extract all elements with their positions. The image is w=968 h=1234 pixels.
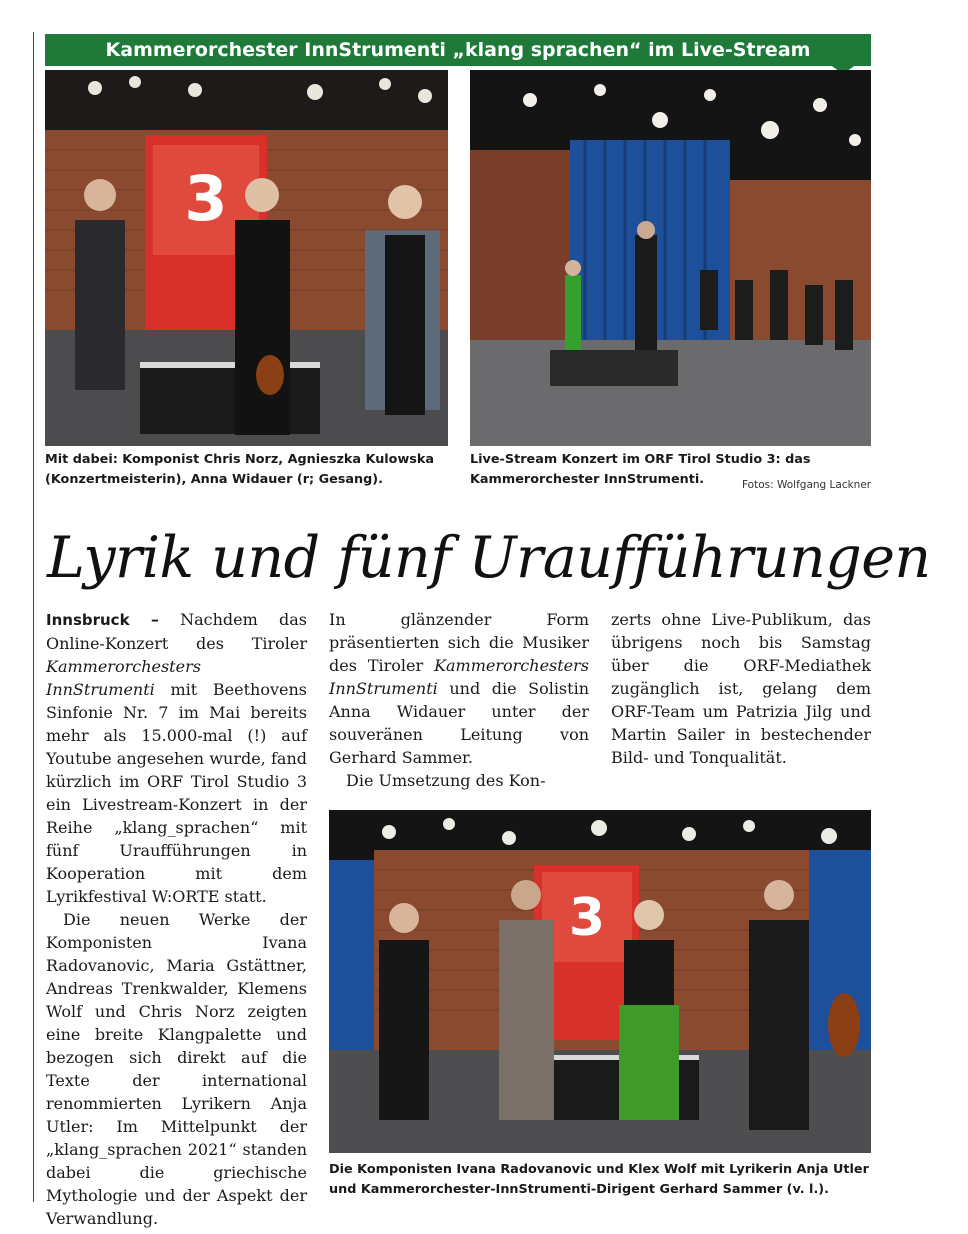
article-headline: Lyrik und fünf Uraufführungen [47, 525, 931, 591]
article-column-1 [46, 608, 307, 1230]
photo-caption-soloists: Mit dabei: Komponist Chris Norz, Agnieszka Kulowska (Konzertmeisterin), Anna Widauer (r; Gesang). [45, 452, 435, 487]
body-text: und die Solistin Anna Widauer unter der souveränen Leitung von Gerhard Sammer. [329, 679, 589, 767]
photo-credit: Fotos: Wolfgang Lackner [742, 479, 872, 491]
article-column-3 [611, 608, 871, 769]
section-banner: Kammerorchester InnStrumenti „klang sprachen“ im Live-Stream [45, 34, 871, 66]
article-column-2 [329, 608, 589, 792]
orchestra-name: Kammerorchesters InnStrumenti [329, 656, 589, 698]
dateline: Innsbruck [46, 611, 130, 629]
photo-composers [329, 810, 871, 1153]
column-rule [33, 32, 34, 1202]
body-text: mit Beethovens Sinfonie Nr. 7 im Mai bereits mehr als 15.000-mal (!) auf Youtube angesehen wurde, fand kürzlich im ORF Tirol Studio 3 ein Livestream-Konzert in der Reihe „klang_sprachen“ mit fünf Uraufführungen in Kooperation mit dem Lyrikfestival W:ORTE statt. [46, 680, 307, 906]
photo-caption-composers: Die Komponisten Ivana Radovanovic und Klex Wolf mit Lyrikerin Anja Utler und Kammerorchester-InnStrumenti-Dirigent Gerhard Sammer (v. l.). [329, 1162, 869, 1197]
photo-soloists [45, 70, 448, 446]
photo-orchestra-studio [470, 70, 871, 446]
photo-caption-orchestra: Live-Stream Konzert im ORF Tirol Studio 3: das Kammerorchester InnStrumenti. [470, 452, 811, 487]
body-paragraph: Die Umsetzung des Kon- [346, 771, 546, 790]
orchestra-name: Kammerorchesters InnStrumenti [46, 657, 201, 699]
body-paragraph: Die neuen Werke der Komponisten Ivana Radovanovic, Maria Gstättner, Andreas Trenkwalder, Klemens Wolf und Chris Norz zeigten eine breite Klangpalette und bezogen sich direkt auf die Texte der international renommierten Lyrikern Anja Utler: Im Mittelpunkt der „klang_sprachen 2021“ standen dabei die griechische Mythologie und der Aspekt der Verwandlung. [46, 910, 307, 1228]
studio-sign: 3 [568, 888, 606, 948]
body-paragraph: zerts ohne Live-Publikum, das übrigens noch bis Samstag über die ORF-Mediathek zugänglich ist, gelang dem ORF-Team um Patrizia Jilg und Martin Sailer in bestechender Bild- und Tonqualität. [611, 610, 871, 767]
studio-sign: 3 [184, 162, 228, 235]
body-text: Nachdem das Online-Konzert des Tiroler [46, 610, 307, 653]
dateline-dash: – [150, 610, 159, 629]
body-text: In glänzender Form präsentierten sich die Musiker des Tiroler [329, 610, 589, 675]
